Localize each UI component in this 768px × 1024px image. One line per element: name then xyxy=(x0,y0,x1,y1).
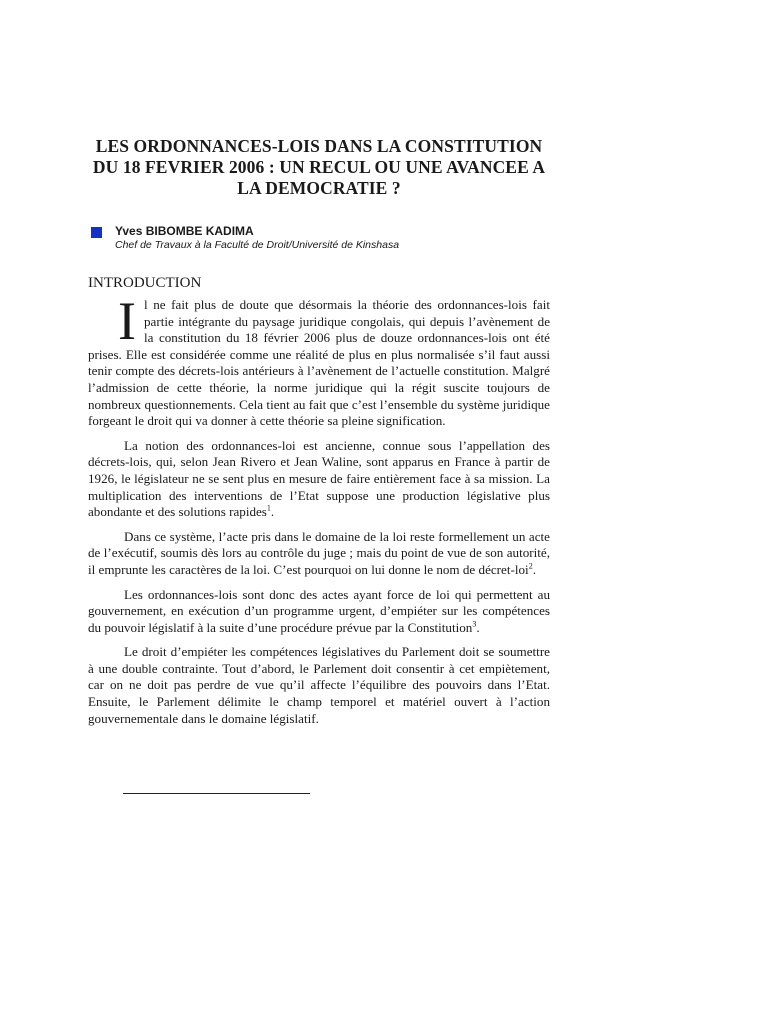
author-block xyxy=(88,224,550,254)
paragraph-5 xyxy=(88,644,550,727)
footnote-separator xyxy=(123,793,310,794)
paragraph-4-text: Les ordonnances-lois sont donc des actes ayant force de loi qui permettent au gouvernement, en exécution d’un programme urgent, d’empiéter sur les compétences du pouvoir législatif à la suite d’une procédure prévue par la Constitution xyxy=(88,586,550,635)
paragraph-2: La notion des ordonnances-loi est ancienne, connue sous l’appellation des décrets-lois, qui, selon Jean Rivero et Jean Waline, sont apparus en France à partir de 1926, le législateur ne se sent plus en mesure de faire entièrement face à sa mission. La multiplication des interventions de l’Etat suppose une production législative plus abondante et des solutions rapides$^1$. xyxy=(88,437,550,520)
drop-cap: I xyxy=(118,291,136,351)
paragraph-3-text: Dans ce système, l’acte pris dans le domaine de la loi reste formellement un acte de l’exécutif, soumis dès lors au contrôle du juge ; mais du point de vue de son autorité, il emprunte les caractères de la loi. C’est pourquoi on lui donne le nom de décret-loi xyxy=(88,528,550,577)
footnote-ref-2[interactable]: 2 xyxy=(528,561,533,571)
body-text xyxy=(88,291,550,727)
paragraph-2-text: La notion des ordonnances-loi est ancienne, connue sous l’appellation des décrets-lois, qui, selon Jean Rivero et Jean Waline, sont apparus en France à partir de 1926, le législateur ne se sent plus en mesure de faire entièrement face à sa mission. La multiplication des interventions de l’Etat suppose une production législative plus abondante et des solutions rapides xyxy=(88,437,550,520)
author-name: Yves BIBOMBE KADIMA xyxy=(115,224,254,238)
paragraph-3: Dans ce système, l’acte pris dans le domaine de la loi reste formellement un acte de l’exécutif, soumis dès lors au contrôle du juge ; mais du point de vue de son autorité, il emprunte les caractères de la loi. C’est pourquoi on lui donne le nom de décret-loi$^2$. xyxy=(88,528,550,577)
paragraph-4: Les ordonnances-lois sont donc des actes ayant force de loi qui permettent au gouvernement, en exécution d’un programme urgent, d’empiéter sur les compétences du pouvoir législatif à la suite d’une procédure prévue par la Constitution$^3$. xyxy=(88,586,550,635)
author-bullet-icon xyxy=(91,227,102,238)
footnote-ref-3[interactable]: 3 xyxy=(472,619,477,629)
author-affiliation: Chef de Travaux à la Faculté de Droit/Université de Kinshasa xyxy=(115,239,400,251)
document-title: LES ORDONNANCES-LOIS DANS LA CONSTITUTION DU 18 FEVRIER 2006 : UN RECUL OU UNE AVANCEE A LA DEMOCRATIE ? xyxy=(92,136,546,198)
paragraph-1-text: l ne fait plus de doute que désormais la théorie des ordonnances-lois fait partie intégrante du paysage juridique congolais, qui depuis l’avènement de la constitution du 18 février 2006 plus de douze ordonnances-lois ont été prises. Elle est considérée comme une réalité de plus en plus normalisée s’il faut aussi tenir compte des décrets-lois antérieurs à l’avènement de l’actuelle constitution. Malgré l’admission de cette théorie, la norme juridique qui la régit suscite toujours de nombreux questionnements. Cela tient au fait que c’est l’ensemble du système juridique forgeant le droit qui va donner à cette théorie sa pleine signification. xyxy=(88,297,550,429)
footnote-ref-1[interactable]: 1 xyxy=(266,503,271,513)
document-page xyxy=(88,0,550,735)
paragraph-5-text: Le droit d’empiéter les compétences législatives du Parlement doit se soumettre à une double contrainte. Tout d’abord, le Parlement doit consentir à cet empiètement, car on ne doit pas perdre de vue qu’il affecte l’équilibre des pouvoirs dans l’Etat. Ensuite, le Parlement délimite le champ temporel et matériel ouvert à l’action gouvernementale dans le domaine législatif. xyxy=(88,644,550,726)
section-heading: INTRODUCTION xyxy=(88,275,202,291)
paragraph-1 xyxy=(88,291,550,430)
